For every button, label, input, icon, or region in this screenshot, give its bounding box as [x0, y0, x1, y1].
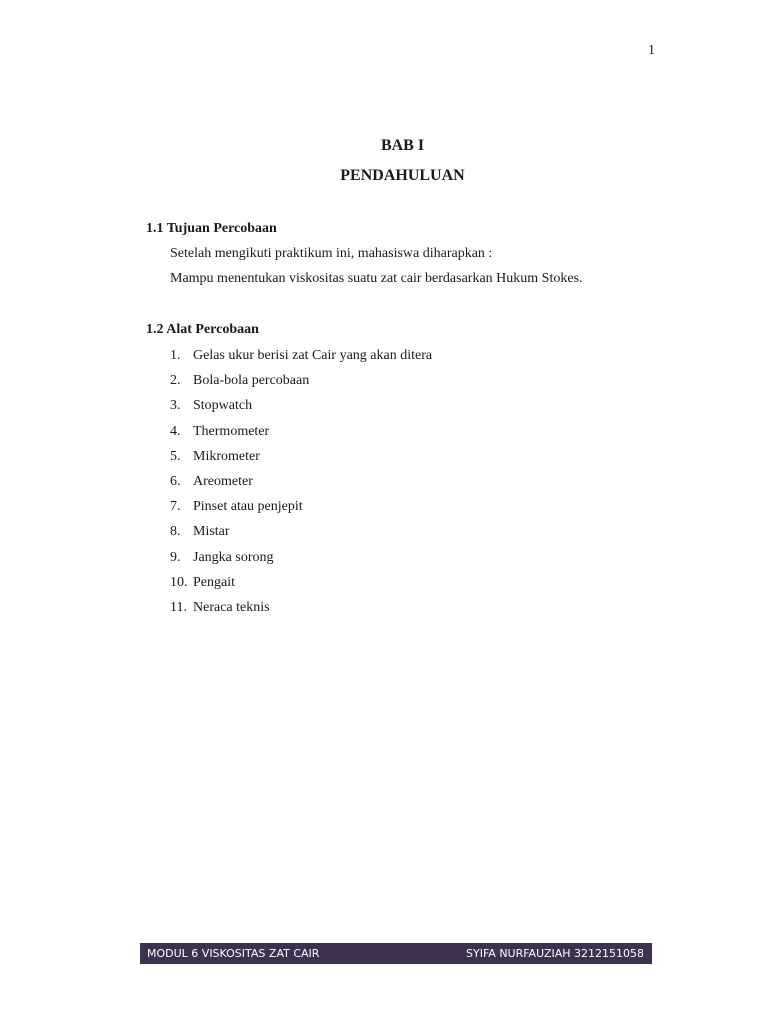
list-item-text: Pinset atau penjepit [193, 499, 303, 515]
tujuan-paragraph-2: Mampu menentukan viskositas suatu zat cair berdasarkan Hukum Stokes. [170, 271, 583, 286]
list-item-number: 10. [170, 574, 188, 590]
list-item-text: Thermometer [193, 423, 270, 439]
footer-author: SYIFA NURFAUZIAH 3212151058 [466, 947, 644, 960]
list-item [170, 446, 432, 471]
list-item [170, 597, 432, 622]
footer-bar [140, 943, 652, 964]
list-item-text: Areometer [193, 473, 253, 489]
list-item-text: Neraca teknis [193, 599, 270, 615]
list-item-number: 3. [170, 398, 181, 414]
list-item-number: 4. [170, 423, 181, 439]
list-item-number: 9. [170, 549, 181, 565]
tujuan-paragraph-1: Setelah mengikuti praktikum ini, mahasiswa diharapkan : [170, 246, 493, 261]
section-heading-alat: 1.2 Alat Percobaan [146, 322, 259, 337]
list-item [170, 521, 432, 546]
list-item-text: Bola-bola percobaan [193, 373, 310, 389]
section-heading-tujuan: 1.1 Tujuan Percobaan [146, 221, 277, 236]
list-item-text: Mistar [193, 524, 230, 540]
list-item-text: Jangka sorong [193, 549, 274, 565]
list-item [170, 345, 432, 370]
footer-module-title: MODUL 6 VISKOSITAS ZAT CAIR [147, 947, 320, 960]
list-item-number: 7. [170, 499, 181, 515]
list-item-text: Gelas ukur berisi zat Cair yang akan ditera [193, 348, 433, 363]
list-item-number: 2. [170, 373, 181, 389]
list-item-text: Mikrometer [193, 448, 260, 464]
chapter-label: BAB I [380, 137, 425, 154]
equipment-list [170, 345, 432, 622]
list-item [170, 572, 432, 597]
list-item-number: 1. [170, 348, 181, 363]
list-item [170, 370, 432, 395]
page-number: 1 [648, 43, 655, 58]
chapter-title: PENDAHULUAN [340, 167, 465, 184]
list-item-number: 8. [170, 524, 181, 540]
list-item-number: 5. [170, 448, 181, 464]
list-item-number: 11. [170, 599, 187, 615]
list-item [170, 547, 432, 572]
list-item-text: Pengait [193, 574, 235, 590]
list-item-number: 6. [170, 473, 181, 489]
list-item-text: Stopwatch [193, 398, 253, 414]
list-item [170, 395, 432, 420]
list-item [170, 471, 432, 496]
list-item [170, 421, 432, 446]
list-item [170, 496, 432, 521]
